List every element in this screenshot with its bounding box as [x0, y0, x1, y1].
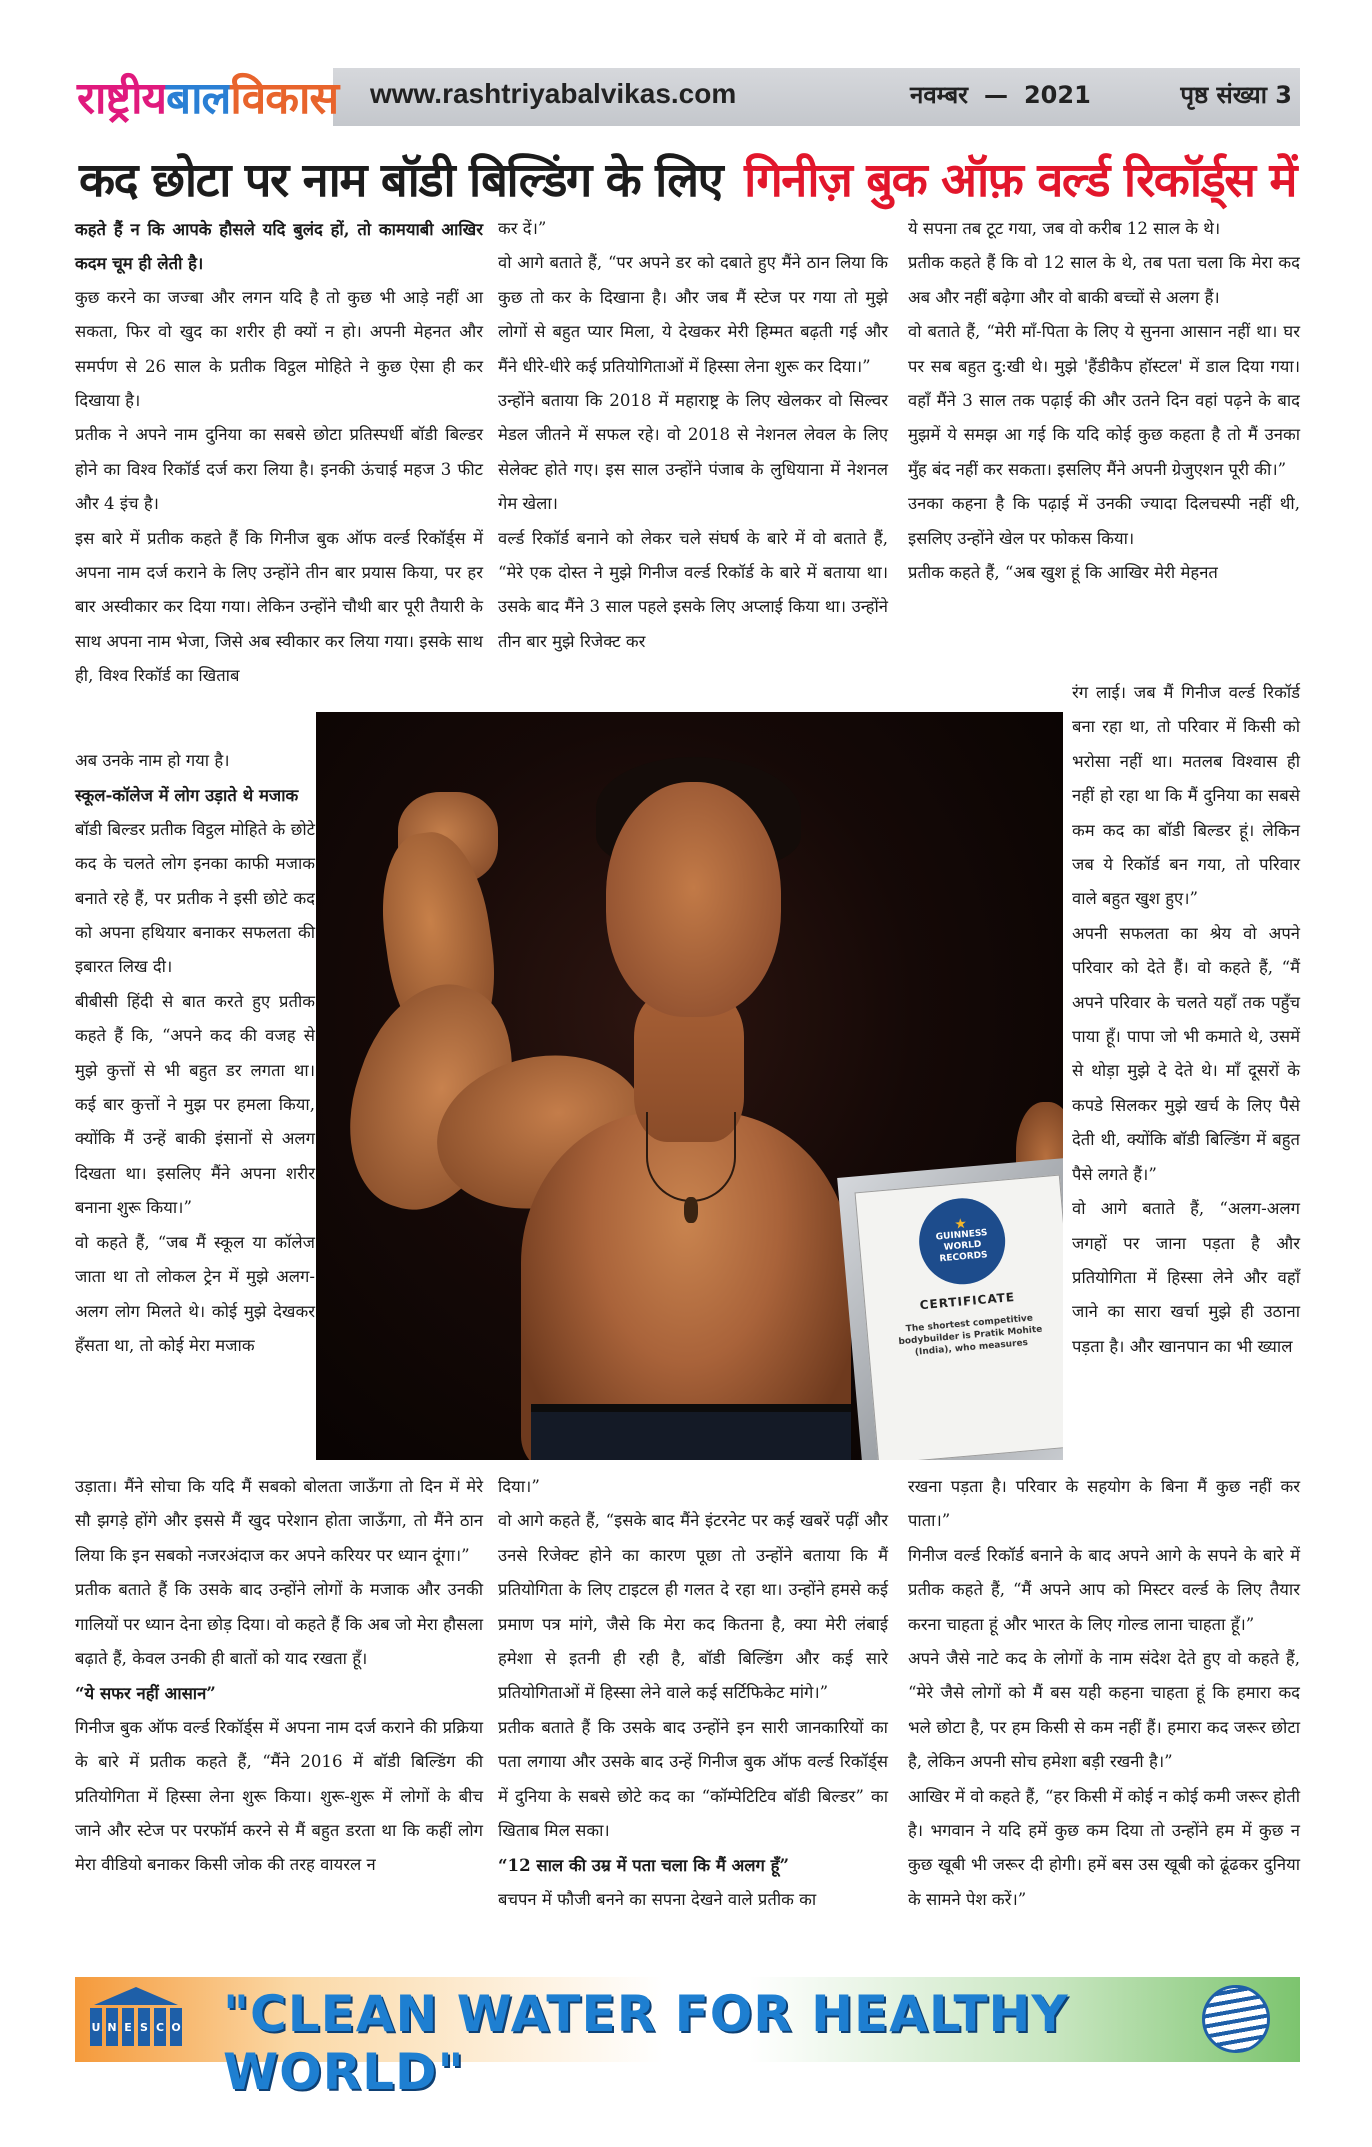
article-paragraph: दिया।”: [498, 1477, 540, 1496]
bodybuilder-photo: [316, 712, 1063, 1460]
column-3-top: [908, 212, 1300, 590]
article-subheading: स्कूल-कॉलेज में लोग उड़ाते थे मजाक: [75, 785, 299, 806]
photo-chain: [646, 1112, 736, 1202]
certificate-card: [854, 1175, 1063, 1460]
column-2-bottom: [498, 1470, 888, 1917]
headline-part-1: कद छोटा पर नाम बॉडी बिल्डिंग के लिए: [79, 153, 723, 208]
article-paragraph: बॉडी बिल्डर प्रतीक विट्ठल मोहिते के छोटे कद के चलते लोग इनका काफी मजाक बनाते रहे हैं, पर प्रतीक ने इसी छोटे कद को अपना हथियार बनाकर सफलता की इबारत लिख दी।: [75, 819, 315, 977]
article-paragraph: उनका कहना है कि पढ़ाई में उनकी ज्यादा दिलचस्पी नहीं थी, इसलिए उन्होंने खेल पर फोकस किया।: [908, 494, 1300, 548]
article-paragraph: कुछ करने का जज्बा और लगन यदि है तो कुछ भी आड़े नहीं आ सकता, फिर वो खुद का शरीर ही क्यों न हो। अपनी मेहनत और समर्पण से 26 साल के प्रतीक विट्ठल मोहिते ने कुछ ऐसा ही कर दिखाया है।: [75, 287, 483, 411]
article-paragraph: ये सपना तब टूट गया, जब वो करीब 12 साल के थे।: [908, 219, 1221, 238]
unesco-letter: N: [106, 2008, 118, 2046]
article-paragraph: उन्होंने बताया कि 2018 में महाराष्ट्र के लिए खेलकर वो सिल्वर मेडल जीतने में सफल रहे। वो 2018 से नेशनल लेवल के लिए सेलेक्ट होते गए। इस साल उन्होंने पंजाब के लुधियाना में नेशनल गेम खेला।: [498, 391, 888, 514]
column-1-middle: [75, 744, 315, 1363]
unesco-logo-icon: [93, 1987, 179, 2053]
certificate-text: The shortest competitive bodybuilder is Pratik Mohite (India), who measures: [898, 1313, 1043, 1358]
column-3-middle: [1072, 676, 1300, 1364]
article-paragraph: वो बताते हैं, “मेरी माँ-पिता के लिए ये सुनना आसान नहीं था। घर पर सब बहुत दु:खी थे। मुझे 'हैंडीकैप हॉस्टल' में डाल दिया गया। वहाँ मैंने 3 साल तक पढ़ाई की और उतने दिन वहां पढ़ने के बाद मुझमें ये समझ आ गई कि यदि कोई कुछ कहता है तो मैं उनका मुँह बंद नहीं कर सकता। इसलिए मैंने अपनी ग्रेजुएशन पूरी की।”: [908, 322, 1300, 479]
guinness-certificate: [837, 1157, 1063, 1460]
footer-slogan: "CLEAN WATER FOR HEALTHY WORLD": [223, 1985, 1069, 2101]
photo-pendant: [684, 1197, 698, 1223]
certificate-title: CERTIFICATE: [919, 1289, 1016, 1313]
article-paragraph: अब उनके नाम हो गया है।: [75, 751, 230, 770]
website-url[interactable]: www.rashtriyabalvikas.com: [370, 78, 737, 109]
masthead-logo: [75, 62, 339, 130]
article-paragraph: बचपन में फौजी बनने का सपना देखने वाले प्रतीक का: [498, 1889, 817, 1909]
article-paragraph: प्रतीक बताते हैं कि उसके बाद उन्होंने इन सारी जानकारियों का पता लगाया और उसके बाद उन्हें गिनीज बुक ऑफ वर्ल्ड रिकॉर्ड्स में दुनिया के सबसे छोटे कद का “कॉम्पेटिटिव बॉडी बिल्डर” का खिताब मिल सका।: [498, 1717, 888, 1841]
issue-month: नवम्बर: [910, 81, 968, 109]
article-subheading: “ये सफर नहीं आसान”: [75, 1683, 216, 1704]
header-bar: [75, 68, 1300, 126]
star-icon: ★: [953, 1215, 968, 1233]
article-paragraph: रखना पड़ता है। परिवार के सहयोग के बिना मैं कुछ नहीं कर पाता।”: [908, 1477, 1300, 1531]
article-paragraph: उड़ाता। मैंने सोचा कि यदि मैं सबको बोलता जाऊँगा तो दिन में मेरे सौ झगड़े होंगे और इससे मैं खुद परेशान होता जाऊँगा, तो मैंने ठान लिया कि इन सबको नजरअंदाज कर अपने करियर पर ध्यान दूंगा।”: [75, 1477, 483, 1565]
article-paragraph: वो आगे बताते हैं, “पर अपने डर को दबाते हुए मैंने ठान लिया कि कुछ तो कर के दिखाना है। और जब मैं स्टेज पर गया तो मुझे लोगों से बहुत प्यार मिला, ये देखकर मेरी हिम्मत बढ़ती गई और मैंने धीरे-धीरे कई प्रतियोगिताओं में हिस्सा लेना शुरू कर दिया।”: [498, 253, 888, 376]
unesco-letter: E: [122, 2008, 134, 2046]
article-paragraph: प्रतीक बताते हैं कि उसके बाद उन्होंने लोगों के मजाक और उनकी गालियों पर ध्यान देना छोड़ दिया। वो कहते हैं कि अब जो मेरा हौसला बढ़ाते हैं, केवल उनकी ही बातों को याद रखता हूँ।: [75, 1580, 483, 1669]
footer-banner: [75, 1977, 1300, 2101]
unesco-letter: C: [154, 2008, 166, 2046]
article-paragraph: अपनी सफलता का श्रेय वो अपने परिवार को देते हैं। वो कहते हैं, “मैं अपने परिवार के चलते यहाँ तक पहुँच पाया हूँ। पापा जो भी कमाते थे, उसमें से थोड़ा मुझे दे देते थे। माँ दूसरों के कपडे सिलकर मुझे खर्च के लिए पैसे देती थी, क्योंकि बॉडी बिल्डिंग में बहुत पैसे लगते हैं।”: [1072, 923, 1300, 1184]
masthead-word-3: विकास: [230, 73, 339, 124]
article-paragraph: वो कहते हैं, “जब मैं स्कूल या कॉलेज जाता था तो लोकल ट्रेन में मुझे अलग-अलग लोग मिलते थे। कोई मुझे देखकर हँसता था, तो कोई मेरा मजाक: [75, 1232, 315, 1355]
article-paragraph: वर्ल्ड रिकॉर्ड बनाने को लेकर चले संघर्ष के बारे में वो बताते हैं, “मेरे एक दोस्त ने मुझे गिनीज वर्ल्ड रिकॉर्ड के बारे में बताया था। उसके बाद मैंने 3 साल पहले इसके लिए अप्लाई किया था। उन्होंने तीन बार मुझे रिजेक्ट कर: [498, 528, 888, 651]
column-1-bottom: [75, 1470, 483, 1883]
page-number: पृष्ठ संख्या 3: [1180, 81, 1292, 109]
masthead-word-2: बाल: [166, 73, 231, 124]
article-subheading: “12 साल की उम्र में पता चला कि मैं अलग हूँ”: [498, 1855, 790, 1876]
article-paragraph: प्रतीक कहते हैं, “अब खुश हूं कि आखिर मेरी मेहनत: [908, 563, 1218, 583]
article-paragraph: वो आगे बताते हैं, “अलग-अलग जगहों पर जाना पड़ता है और प्रतियोगिता में हिस्सा लेने और वहाँ जाने का सारा खर्चा मुझे ही उठाना पड़ता है। और खानपान का भी ख्याल: [1072, 1199, 1300, 1356]
article-paragraph: रंग लाई। जब मैं गिनीज वर्ल्ड रिकॉर्ड बना रहा था, तो परिवार में किसी को भरोसा नहीं था। मतलब विश्वास ही नहीं हो रहा था कि मैं दुनिया का सबसे कम कद का बॉडी बिल्डर हूं। लेकिन जब ये रिकॉर्ड बन गया, तो परिवार वाले बहुत खुश हुए।”: [1072, 683, 1300, 909]
article-paragraph: प्रतीक कहते हैं कि वो 12 साल के थे, तब पता चला कि मेरा कद अब और नहीं बढ़ेगा और वो बाकी बच्चों से अलग हैं।: [908, 253, 1300, 307]
masthead-word-1: राष्ट्रीय: [77, 73, 167, 124]
column-3-bottom: [908, 1470, 1300, 1917]
unesco-letter: U: [90, 2008, 102, 2046]
issue-date: नवम्बर — 2021: [910, 81, 1091, 109]
article-paragraph: बीबीसी हिंदी से बात करते हुए प्रतीक कहते हैं कि, “अपने कद की वजह से मुझे कुत्तों से भी बहुत डर लगता था। कई बार कुत्तों ने मुझ पर हमला किया, क्योंकि मैं उन्हें बाकी इंसानों से अलग दिखता था। इसलिए मैंने अपना शरीर बनाना शुरू किया।”: [75, 991, 315, 1218]
headline-part-2: गिनीज़ बुक ऑफ़ वर्ल्ड रिकॉर्ड्स में: [744, 153, 1296, 208]
article-paragraph: वो आगे कहते हैं, “इसके बाद मैंने इंटरनेट पर कई खबरें पढ़ीं और उनसे रिजेक्ट होने का कारण पूछा तो उन्होंने बताया कि मैं प्रतियोगिता के लिए टाइटल ही गलत दे रहा था। उन्होंने हमसे कई प्रमाण पत्र मांगे, जैसे कि मेरा कद कितना है, क्या मेरी लंबाई हमेशा से इतनी ही रही है, बॉडी बिल्डिंग और कई सारे प्रतियोगिताओं में हिस्सा लेने वाले कई सर्टिफिकेट मांगे।”: [498, 1511, 888, 1703]
article-paragraph: गिनीज बुक ऑफ वर्ल्ड रिकॉर्ड्स में अपना नाम दर्ज कराने की प्रक्रिया के बारे में प्रतीक कहते हैं, “मैंने 2016 में बॉडी बिल्डिंग की प्रतियोगिता में हिस्सा लेना शुरू किया। शुरू-शुरू में लोगों के बीच जाने और स्टेज पर परफॉर्म करने से मैं बहुत डरता था कि कहीं लोग मेरा वीडियो बनाकर किसी जोक की तरह वायरल न: [75, 1717, 483, 1875]
article-paragraph: आखिर में वो कहते हैं, “हर किसी में कोई न कोई कमी जरूर होती है। भगवान ने यदि हमें कुछ कम दिया तो उन्होंने हम में कुछ न कुछ खूबी भी जरूर दी होगी। हमें बस उस खूबी को ढूंढकर दुनिया के सामने पेश करें।”: [908, 1786, 1300, 1909]
article-paragraph: इस बारे में प्रतीक कहते हैं कि गिनीज बुक ऑफ वर्ल्ड रिकॉर्ड्स में अपना नाम दर्ज कराने के लिए उन्होंने तीन बार प्रयास किया, पर हर बार अस्वीकार कर दिया गया। लेकिन उन्होंने चौथी बार पूरी तैयारी के साथ अपना नाम भेजा, जिसे अब स्वीकार कर लिया गया। इसके साथ ही, विश्व रिकॉर्ड का खिताब: [75, 528, 483, 686]
article-paragraph: प्रतीक ने अपने नाम दुनिया का सबसे छोटा प्रतिस्पर्धी बॉडी बिल्डर होने का विश्व रिकॉर्ड दर्ज करा लिया है। इनकी ऊंचाई महज 3 फीट और 4 इंच है।: [75, 425, 483, 514]
article-paragraph: अपने जैसे नाटे कद के लोगों के नाम संदेश देते हुए वो कहते हैं, “मेरे जैसे लोगों को मैं बस यही कहना चाहता हूं कि हमारा कद भले छोटा है, पर हम किसी से कम नहीं हैं। हमारा कद जरूर छोटा है, लेकिन अपनी सोच हमेशा बड़ी रखनी है।”: [908, 1649, 1300, 1772]
water-drop-logo-icon: [1202, 1985, 1270, 2053]
column-2-top: [498, 212, 888, 659]
article-paragraph: कर दें।”: [498, 219, 547, 238]
guinness-logo-icon: [916, 1195, 1009, 1288]
photo-jeans: [531, 1412, 851, 1460]
photo-head: [606, 782, 781, 1017]
column-1-top: [75, 212, 483, 694]
unesco-letter: S: [138, 2008, 150, 2046]
article-paragraph: गिनीज वर्ल्ड रिकॉर्ड बनाने के बाद अपने आगे के सपने के बारे में प्रतीक कहते हैं, “मैं अपने आप को मिस्टर वर्ल्ड के लिए तैयार करना चाहता हूं और भारत के लिए गोल्ड लाना चाहता हूँ।”: [908, 1545, 1300, 1634]
article-subheading: कहते हैं न कि आपके हौसले यदि बुलंद हों, तो कामयाबी आखिर कदम चूम ही लेती है।: [75, 219, 483, 274]
guinness-badge-text: GUINNESS WORLD RECORDS: [935, 1228, 989, 1265]
article-headline: [75, 138, 1300, 218]
issue-year: 2021: [1023, 81, 1091, 109]
unesco-letter: O: [170, 2008, 182, 2046]
